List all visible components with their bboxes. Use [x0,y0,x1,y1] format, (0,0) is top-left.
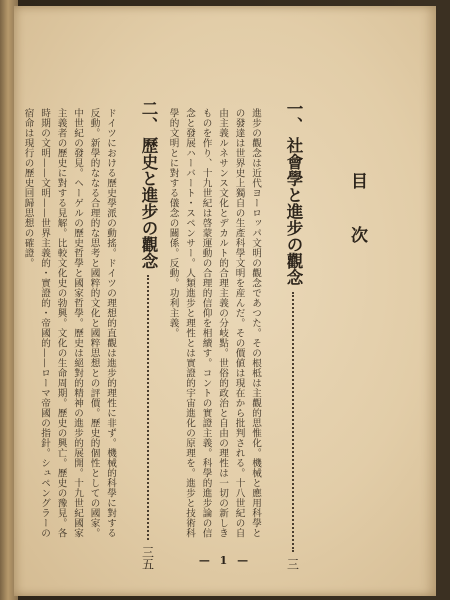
book-page [14,6,436,596]
chapter-2 [15,100,160,570]
chapter-2-summary: ドイツにおける歷史學派の動搖。ドイツの理想的直觀は進步的理性に非ず。機械的科學に對する反動。新學的ななる合理的な思考と國粹的文化と國粹思想との評價。歷史的個性としての國家。中世紀の發見。ヘーゲルの歷史哲學と國家哲學。歷史は絕對的精神の進步的展開。十九世紀國家主義者の歷史に對する見解。比較文化史の勃興。文化の生命周期。歷史の興亡。歷史の豫見。各時期の文明——文明——世界主義的・實證的・帝國的——ローマ帝國の指針。シュペングラーの宿命は現行の歷史回歸思想の確證。 [22,108,116,538]
chapter-2-title: 歷史と進步の觀念 [139,137,158,269]
leader-dots [292,292,294,553]
chapter-1-summary: 進步の觀念は近代ヨーロッパ文明の觀念であつた。その根柢は主觀的思惟化。機械と應用科學との發達は世界史上獨自の生產科學文明を産んだ。その價値は現在から批判される。十八世紀の自由主義ルネサンス文化とデカルト的合理主義の分岐點。世俗的政治と自由の理性は一切の新しきものを作り、十九世紀は啓蒙運動の合理的信仰を相續す。コントの實證主義。科學的進步論の信念と發展ハーバート・スペンサー。人類進步と理性とは實證的宇宙進化の原理を。進步と技術科學的文明とに對する儀念の關係。反動。功利主義。 [167,108,261,538]
chapter-2-title-row [136,100,160,570]
toc-heading: 目 次 [347,172,367,253]
chapter-1-number: 一、 [284,100,303,133]
leader-dots [147,275,149,540]
chapter-1-title: 社會學と進步の觀念 [284,137,303,286]
chapter-1-page: 三 [285,558,300,570]
chapter-2-page: 三五 [140,546,155,570]
table-of-contents [0,100,370,570]
page-number: — 1 — [198,554,252,567]
chapter-2-number: 二、 [139,100,158,133]
chapter-1 [160,100,305,570]
chapter-1-title-row [281,100,305,570]
